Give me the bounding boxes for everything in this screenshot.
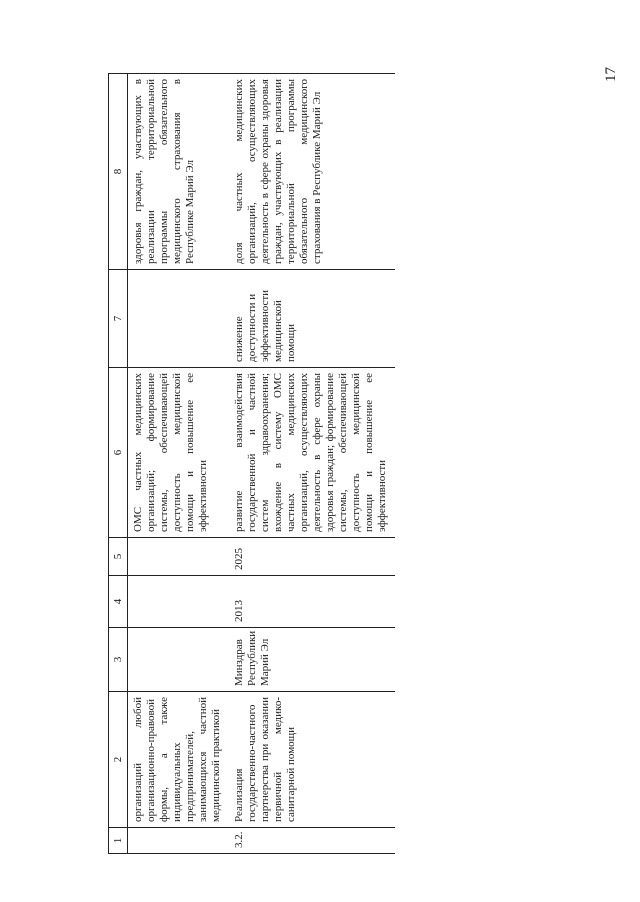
- column-header: 4: [109, 576, 128, 628]
- start-year-cell: [128, 576, 230, 628]
- row-number-cell: 3.2.: [229, 828, 395, 854]
- page-number: 17: [603, 67, 619, 82]
- row-number-cell: [128, 828, 230, 854]
- start-year-cell: 2013: [229, 576, 395, 628]
- event-cell: организаций любой организационно-правовой формы, а также индивидуальных предпринимателей, занимающихся частной медицинской практикой: [128, 692, 230, 828]
- table-row: [128, 74, 230, 854]
- indicator-cell: здоровья граждан, участвующих в реализации территориальной программы обязательного медицинского страхования в Республике Марий Эл: [128, 74, 230, 270]
- consequence-cell: снижение доступности и эффективности медицинской помощи: [229, 270, 395, 368]
- executor-cell: Минздрав Республики Марий Эл: [229, 628, 395, 692]
- consequence-cell: [128, 270, 230, 368]
- result-cell: развитие взаимодействия государственной и частной систем здравоохранения; вхождение в систему ОМС частных медицинских организаций, осуществляющих деятельность в сфере охраны здоровья граждан; формирование системы, обеспечивающей доступность медицинской помощи и повышение ее эффективности: [229, 368, 395, 538]
- table-header-row: [109, 74, 128, 854]
- event-cell: Реализация государственно-частного партнерства при оказании первичной медико-санитарной помощи: [229, 692, 395, 828]
- column-header: 2: [109, 692, 128, 828]
- table-row: [229, 74, 395, 854]
- column-header: 8: [109, 74, 128, 270]
- executor-cell: [128, 628, 230, 692]
- result-cell: ОМС частных медицинских организаций; формирование системы, обеспечивающей доступность медицинской помощи и повышение ее эффективности: [128, 368, 230, 538]
- indicator-cell: доля частных медицинских организаций, осуществляющих деятельность в сфере охраны здоровья граждан, участвующих в реализации территориальной программы обязательного медицинского страхования в Республике Марий Эл: [229, 74, 395, 270]
- column-header: 5: [109, 538, 128, 576]
- column-header: 3: [109, 628, 128, 692]
- rotated-page-content: [108, 74, 568, 854]
- end-year-cell: [128, 538, 230, 576]
- column-header: 6: [109, 368, 128, 538]
- column-header: 7: [109, 270, 128, 368]
- end-year-cell: 2025: [229, 538, 395, 576]
- program-table: [108, 73, 395, 854]
- column-header: 1: [109, 828, 128, 854]
